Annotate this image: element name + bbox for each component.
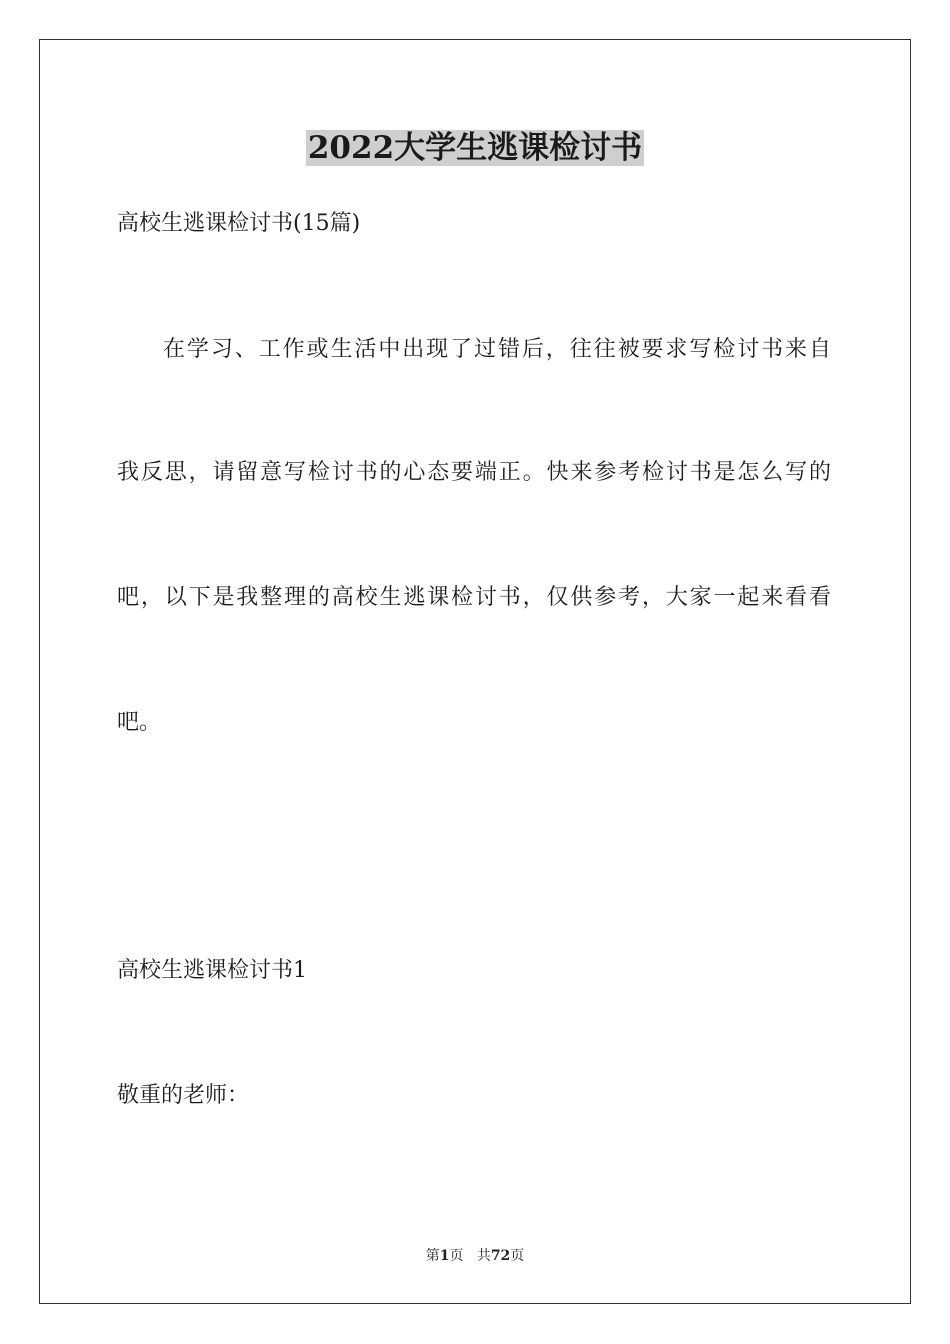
document-title — [0, 126, 950, 170]
footer-page-suffix: 页 — [449, 1248, 464, 1264]
footer-total-suffix: 页 — [510, 1248, 525, 1264]
paragraph-line-1: 在学习、工作或生活中出现了过错后，往往被要求写检讨书来自 — [163, 337, 831, 362]
footer-total-pages: 72 — [490, 1248, 511, 1264]
document-title-text: 2022大学生逃课检讨书 — [307, 130, 643, 166]
paragraph-line-2: 我反思，请留意写检讨书的心态要端正。快来参考检讨书是怎么写的 — [117, 460, 831, 485]
paragraph-line-3: 吧，以下是我整理的高校生逃课检讨书，仅供参考，大家一起来看看 — [117, 585, 831, 610]
salutation: 敬重的老师： — [117, 1083, 250, 1108]
footer-page-prefix: 第 — [425, 1248, 440, 1264]
page-footer — [0, 1246, 950, 1266]
paragraph-line-4: 吧。 — [117, 710, 162, 735]
section-heading: 高校生逃课检讨书1 — [117, 958, 307, 983]
document-subtitle: 高校生逃课检讨书(15篇) — [117, 211, 361, 236]
footer-page-number: 1 — [439, 1248, 450, 1264]
footer-total-prefix: 共 — [476, 1248, 491, 1264]
